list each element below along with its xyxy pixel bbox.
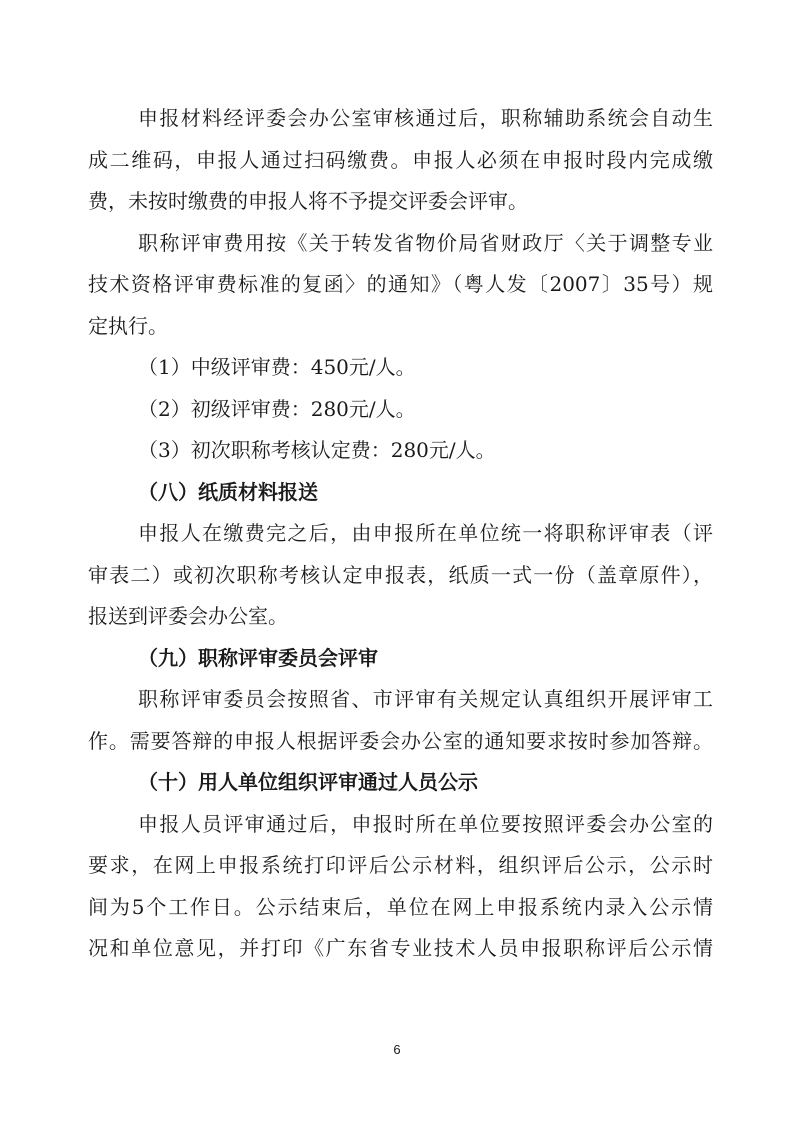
paragraph-line: 作。需要答辩的申报人根据评委会办公室的通知要求按时参加答辩。 (88, 728, 713, 753)
paragraph-line: 审表二）或初次职称考核认定申报表，纸质一式一份（盖章原件）， (88, 562, 713, 587)
paragraph-line: 费，未按时缴费的申报人将不予提交评委会评审。 (88, 189, 528, 213)
paragraph-line: 间为5个工作日。公示结束后，单位在网上申报系统内录入公示情 (88, 894, 713, 919)
paragraph-line: 申报材料经评委会办公室审核通过后，职称辅助系统会自动生 (138, 106, 713, 130)
paragraph-line: 职称评审费用按《关于转发省物价局省财政厅〈关于调整专业 (138, 230, 713, 255)
fee-item: （3）初次职称考核认定费：280元/人。 (138, 438, 496, 462)
paragraph-line: 成二维码，申报人通过扫码缴费。申报人必须在申报时段内完成缴 (88, 147, 713, 172)
paragraph-line: 况和单位意见，并打印《广东省专业技术人员申报职称评后公示情 (88, 936, 713, 960)
fee-item: （1）中级评审费：450元/人。 (138, 355, 416, 379)
paragraph-line: 申报人在缴费完之后，由申报所在单位统一将职称评审表（评 (138, 521, 713, 545)
paragraph-line: 报送到评委会办公室。 (88, 604, 288, 628)
section-heading: （八）纸质材料报送 (138, 479, 318, 504)
paragraph-line: 定执行。 (88, 313, 168, 338)
paragraph-line: 要求，在网上申报系统打印评后公示材料，组织评后公示，公示时 (88, 853, 713, 877)
fee-item: （2）初级评审费：280元/人。 (138, 396, 416, 421)
paragraph-line: 技术资格评审费标准的复函〉的通知》（粤人发〔2007〕35号）规 (88, 272, 713, 296)
section-heading: （十）用人单位组织评审通过人员公示 (138, 770, 478, 794)
document-body (88, 98, 713, 970)
paragraph-line: 申报人员评审通过后，申报时所在单位要按照评委会办公室的 (138, 811, 713, 836)
page-number: 6 (393, 1042, 401, 1057)
paragraph-line: 职称评审委员会按照省、市评审有关规定认真组织开展评审工 (138, 687, 713, 711)
section-heading: （九）职称评审委员会评审 (138, 645, 378, 670)
